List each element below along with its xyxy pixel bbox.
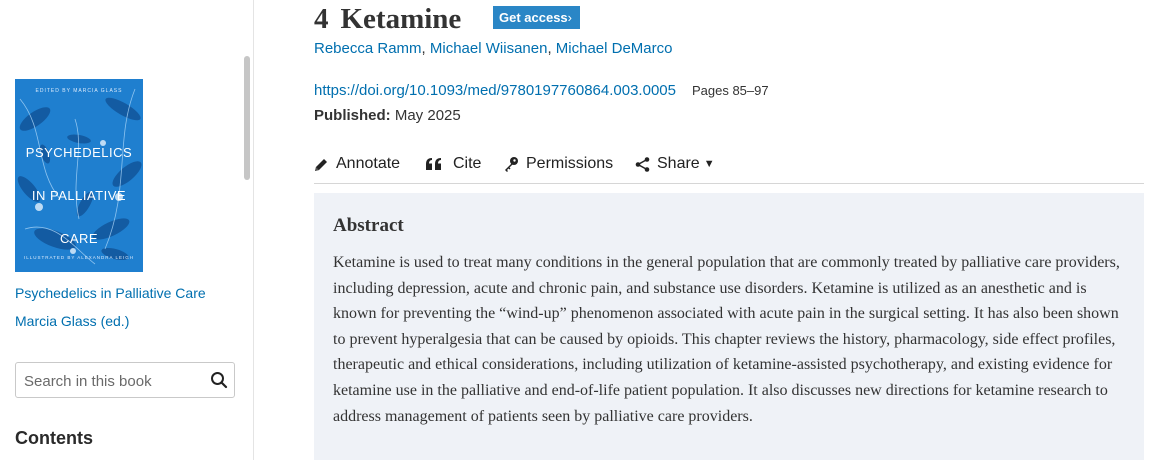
book-sidebar	[0, 0, 254, 460]
permissions-label: Permissions	[526, 155, 614, 172]
search-in-book-input[interactable]	[24, 370, 209, 392]
get-access-button[interactable]	[493, 6, 580, 29]
search-in-book-box	[15, 362, 235, 398]
cover-title-line: CARE	[59, 231, 99, 246]
pencil-icon	[314, 157, 329, 172]
abstract-text: Ketamine is used to treat many conditions in the general population that are commonly treated by palliative care providers, including depression, acute and chronic pain, and substance use disorders. Ketamine is utilized as an anesthetic and is known for preventing the “wind-up” phenomenon associated with acute pain in the surgical setting. It has also been shown to prevent hyperalgesia that can be caused by opioids. This chapter reviews the history, pharmacology, side effect profiles, therapeutic and ethical considerations, including utilization of ketamine-assisted psychotherapy, and existing evidence for ketamine use in the palliative and end-of-life patient population. It also discusses new directions for ketamine research to address management of patients seen by palliative care providers.	[333, 254, 1120, 425]
cover-title-line: IN PALLIATIVE	[31, 188, 127, 203]
search-icon[interactable]	[210, 371, 228, 389]
cover-title-line: PSYCHEDELICS	[25, 145, 133, 160]
sidebar-scrollbar-thumb[interactable]	[244, 56, 250, 180]
published-value: May 2025	[394, 107, 461, 124]
chapter-number: 4	[314, 3, 329, 35]
author-list: Rebecca Ramm, Michael Wiisanen, Michael DeMarco	[314, 40, 673, 57]
share-icon	[635, 157, 650, 172]
annotate-label: Annotate	[336, 155, 401, 172]
annotate-button[interactable]	[314, 155, 400, 173]
get-access-label: Get access	[499, 10, 568, 25]
key-icon	[503, 156, 519, 172]
chevron-right-icon: ›	[567, 10, 572, 25]
contents-heading: Contents	[15, 428, 93, 448]
doi-link[interactable]: https://doi.org/10.1093/med/9780197760864.003.0005	[314, 82, 676, 99]
doi-row	[314, 82, 769, 100]
cite-button[interactable]	[425, 155, 481, 173]
chapter-title-row	[314, 3, 461, 35]
cover-editor-line: EDITED BY MARCIA GLASS	[35, 88, 123, 94]
caret-down-icon: ▼	[703, 158, 715, 170]
published-label: Published:	[314, 107, 391, 124]
share-label: Share	[657, 155, 700, 172]
author-link[interactable]: Michael Wiisanen	[429, 40, 548, 57]
book-cover[interactable]	[15, 79, 143, 272]
author-link[interactable]: Michael DeMarco	[555, 40, 673, 57]
quote-icon	[425, 157, 443, 171]
chapter-toolbar	[314, 152, 1144, 184]
book-editor-link[interactable]: Marcia Glass (ed.)	[15, 313, 130, 329]
cover-title	[15, 131, 143, 260]
author-link[interactable]: Rebecca Ramm	[314, 40, 422, 57]
permissions-button[interactable]	[503, 155, 613, 173]
cite-label: Cite	[453, 155, 482, 172]
published-date	[314, 107, 461, 124]
share-dropdown[interactable]	[635, 155, 715, 173]
chapter-title: Ketamine	[340, 3, 462, 35]
abstract-panel	[314, 193, 1144, 460]
abstract-heading: Abstract	[333, 215, 404, 236]
book-title-link[interactable]: Psychedelics in Palliative Care	[15, 285, 206, 301]
page-range: Pages 85–97	[691, 83, 769, 98]
cover-illustrator-line: ILLUSTRATED BY ALEXANDRA LEIGH	[23, 255, 135, 260]
